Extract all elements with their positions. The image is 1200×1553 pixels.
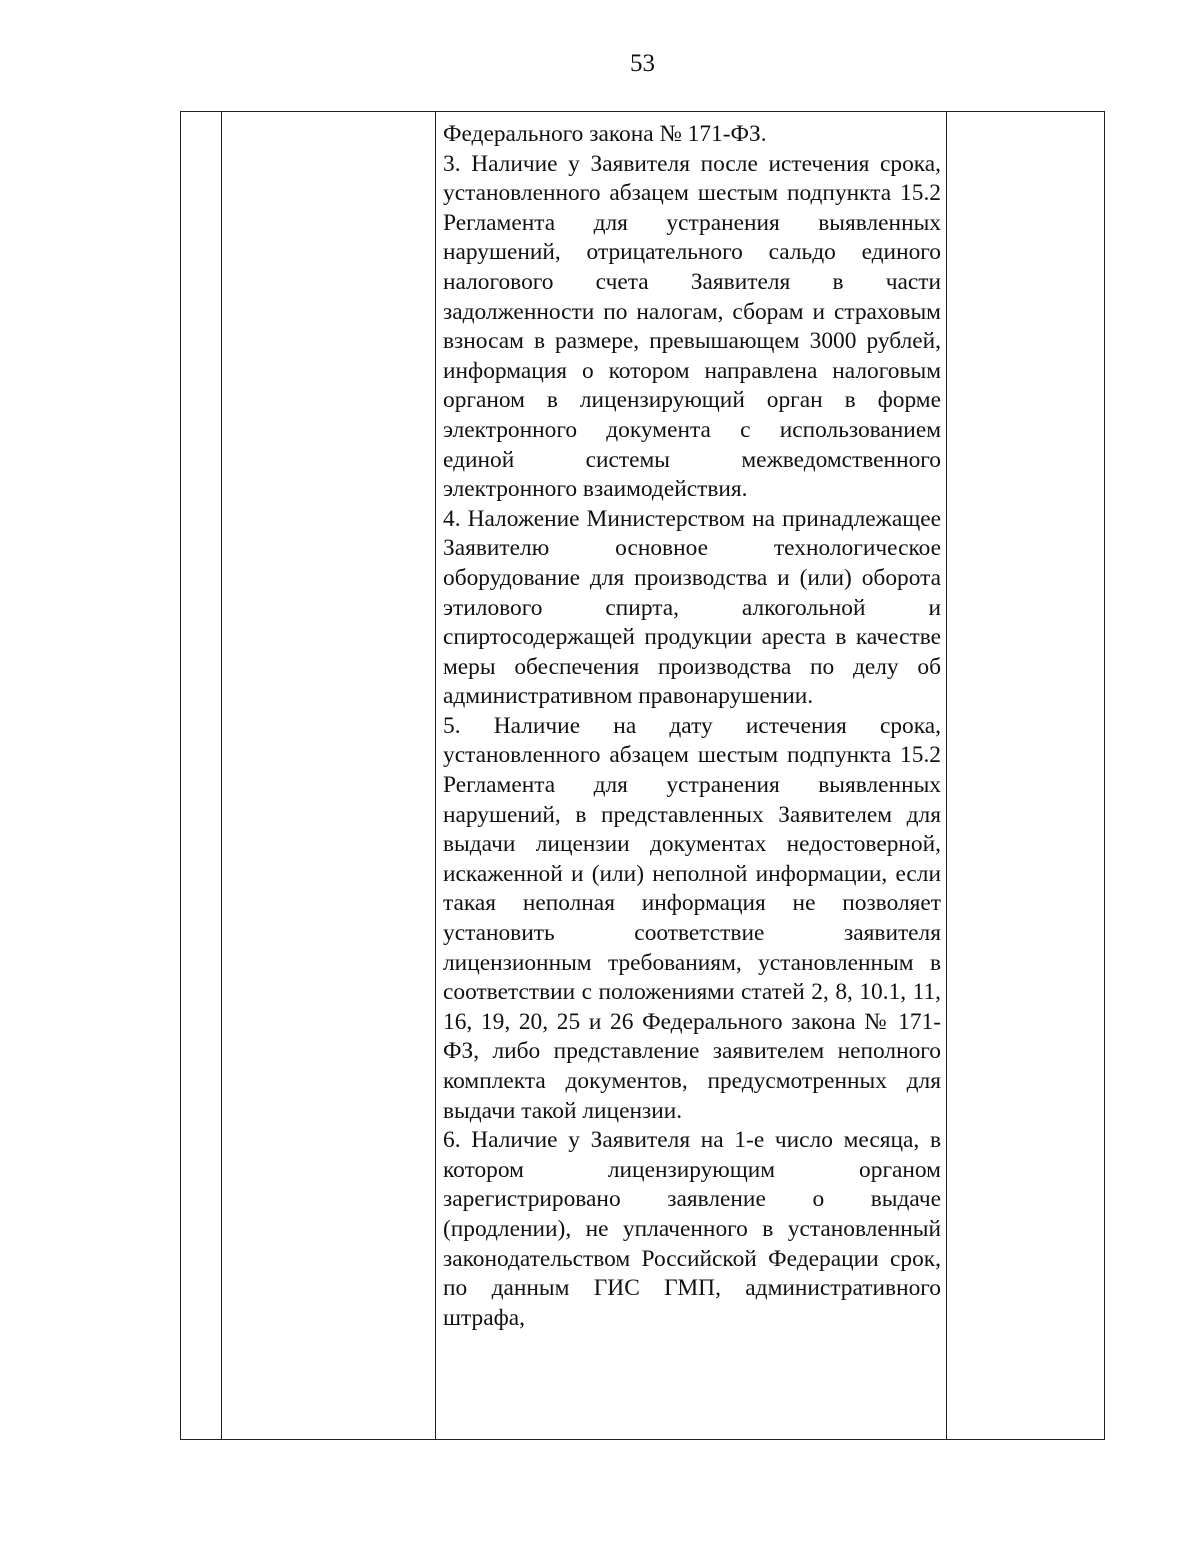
list-item-5: 5. Наличие на дату истечения срока, установленного абзацем шестым подпункта 15.2 Регламента для устранения выявленных нарушений, в представленных Заявителем для выдачи лицензии документах недостоверной, искаженной и (или) неполной информации, если такая неполная информация не позволяет установить соответствие заявителя лицензионным требованиям, установленным в соответствии с положениями статей 2, 8, 10.1, 11, 16, 19, 20, 25 и 26 Федерального закона № 171-ФЗ, либо представление заявителем неполного комплекта документов, предусмотренных для выдачи такой лицензии. — [443, 712, 941, 1124]
table-cell-name — [222, 112, 436, 1440]
table-row — [181, 112, 1105, 1440]
list-item-6: 6. Наличие у Заявителя на 1-е число месяца, в котором лицензирующим органом зарегистрировано заявление о выдаче (продлении), не уплаченного в установленный законодательством Российской Федерации срок, по данным ГИС ГМП, административного штрафа, — [443, 1127, 941, 1331]
document-table — [180, 111, 1105, 1440]
page-number: 53 — [630, 50, 655, 77]
grounds-text — [436, 112, 946, 1333]
intro-line: Федерального закона № 171-ФЗ. — [443, 121, 767, 147]
table-cell-number — [181, 112, 222, 1440]
list-item-3: 3. Наличие у Заявителя после истечения срока, установленного абзацем шестым подпункта 15.2 Регламента для устранения выявленных нарушений, отрицательного сальдо единого налогового счета Заявителя в части задолженности по налогам, сборам и страховым взносам в размере, превышающем 3000 рублей, информация о котором направлена налоговым органом в лицензирующий орган в форме электронного документа с использованием единой системы межведомственного электронного взаимодействия. — [443, 150, 941, 503]
table-cell-notes — [947, 112, 1105, 1440]
table-cell-grounds — [436, 112, 947, 1440]
list-item-4: 4. Наложение Министерством на принадлежащее Заявителю основное технологическое оборудование для производства и (или) оборота этилового спирта, алкогольной и спиртосодержащей продукции ареста в качестве меры обеспечения производства по делу об административном правонарушении. — [443, 505, 941, 710]
